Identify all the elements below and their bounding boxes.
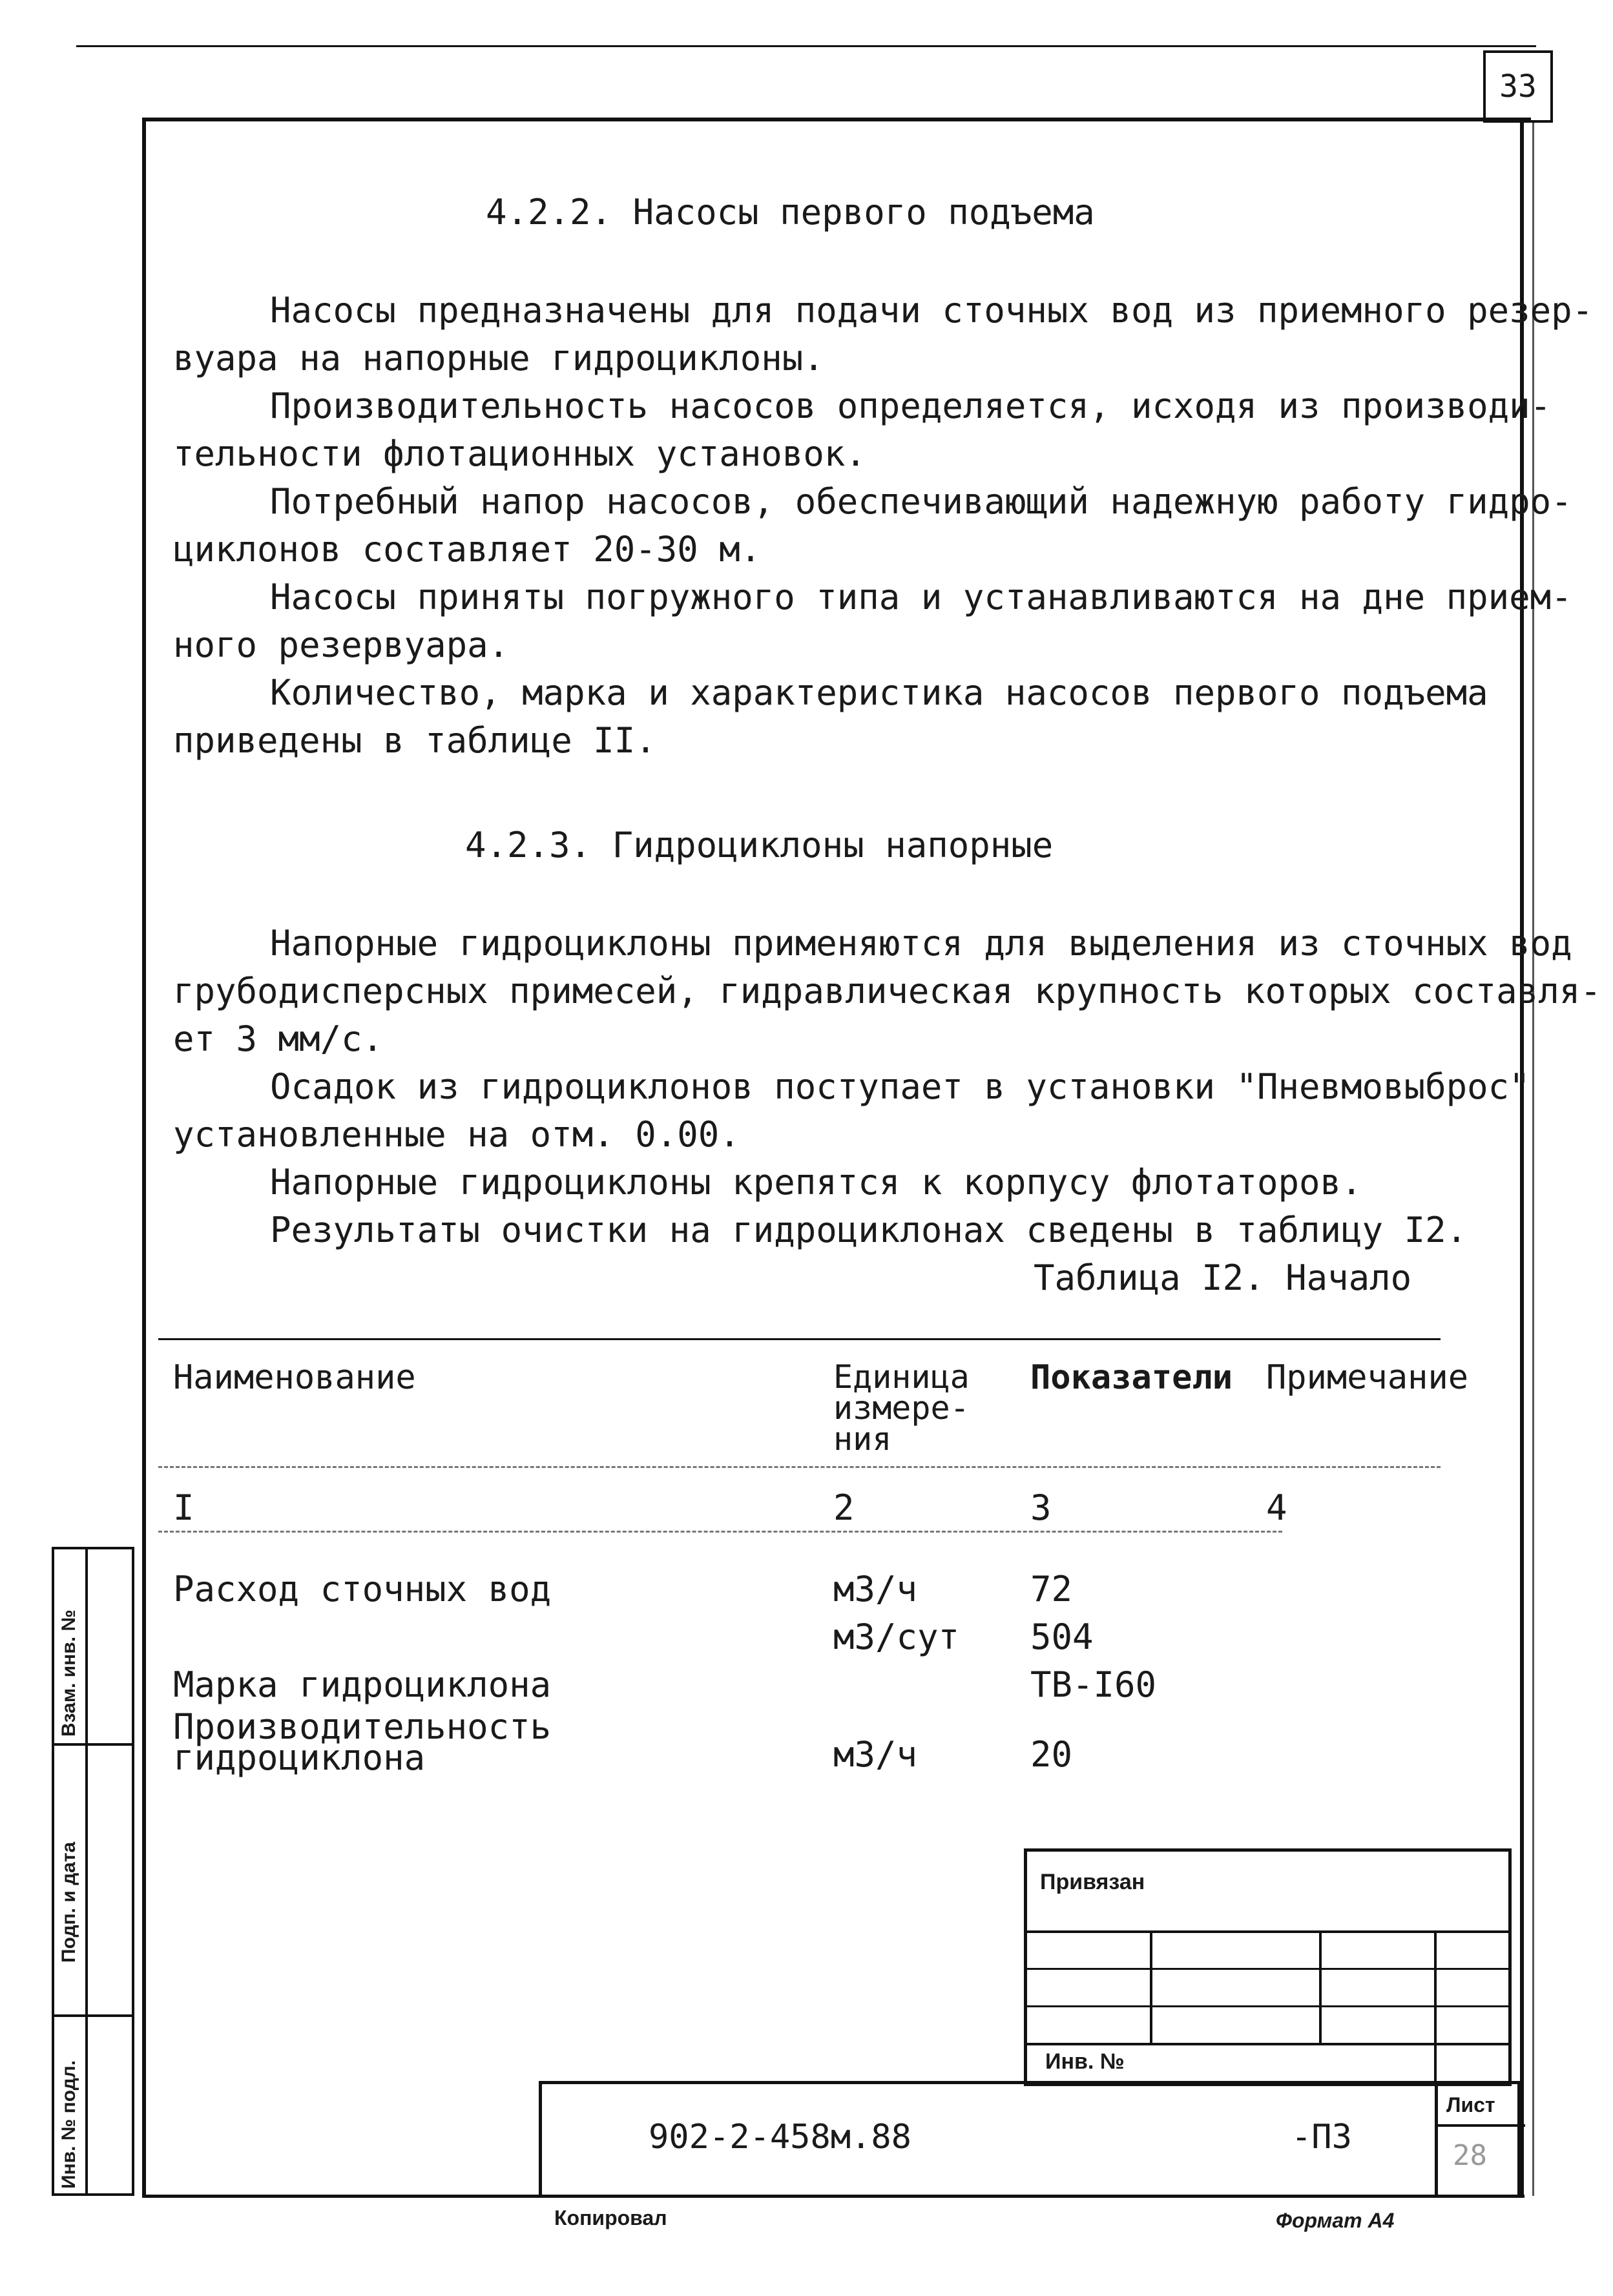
sheet-label: Лист: [1446, 2093, 1495, 2116]
section-heading-422: 4.2.2. Насосы первого подъема: [486, 192, 1095, 233]
table-cell-value: ТВ-I60: [1030, 1664, 1157, 1705]
privyazan-label: Привязан: [1040, 1870, 1145, 1894]
title-rule: [1435, 2084, 1438, 2197]
paragraph-line: Потребный напор насосов, обеспечивающий надежную работу гидро-: [270, 481, 1572, 522]
column-number: 4: [1266, 1487, 1287, 1528]
stamp-rule: [1434, 1930, 1437, 2085]
side-rule: [54, 1743, 134, 1746]
paragraph-line: Напорные гидроциклоны крепятся к корпусу флотаторов.: [270, 1162, 1362, 1203]
frame-top: [142, 118, 1531, 121]
frame-right-shadow: [1532, 123, 1534, 2196]
stamp-rule: [1319, 1930, 1322, 2044]
copied-label: Копировал: [554, 2206, 667, 2229]
paragraph-line: грубодисперсных примесей, гидравлическая крупность которых составля-: [173, 971, 1601, 1011]
top-rule: [76, 45, 1536, 47]
table-cell-unit: м3/ч: [833, 1734, 918, 1775]
paragraph-line: Осадок из гидроциклонов поступает в установки "Пневмовыброс": [270, 1066, 1530, 1107]
side-rule: [54, 2014, 134, 2017]
paragraph-line: ного резервуара.: [173, 625, 510, 665]
table-cell-name: Производительность гидроциклона: [173, 1706, 552, 1778]
table-cell-unit: м3/сут: [833, 1617, 960, 1657]
table-header-note: Примечание: [1266, 1358, 1469, 1397]
side-rule: [85, 1549, 88, 2195]
table-top-rule: [158, 1338, 1441, 1340]
frame-left: [142, 118, 146, 2197]
paragraph-line: ет 3 мм/с.: [173, 1019, 384, 1059]
binding-stamp: [1024, 1848, 1512, 2086]
table-header-rule: [158, 1466, 1441, 1468]
podp-label: Подп. и дата: [58, 1841, 79, 1963]
table-header-unit: Единица измере- ния: [833, 1358, 970, 1458]
page-number-box: [1483, 50, 1553, 123]
stamp-rule: [1150, 1930, 1152, 2044]
table-caption: Таблица I2. Начало: [1034, 1257, 1412, 1298]
paragraph-line: Количество, марка и характеристика насосов первого подъема: [270, 672, 1488, 713]
paragraph-line: приведены в таблице II.: [173, 720, 656, 761]
paragraph-line: Результаты очистки на гидроциклонах сведены в таблицу I2.: [270, 1210, 1468, 1250]
column-number: 2: [833, 1487, 855, 1528]
format-label: Формат А4: [1276, 2209, 1395, 2232]
paragraph-line: Насосы приняты погружного типа и устанавливаются на дне прием-: [270, 577, 1572, 617]
table-cell-name: Марка гидроциклона: [173, 1664, 552, 1705]
table-cell-name: Расход сточных вод: [173, 1569, 552, 1609]
title-block: [539, 2081, 1521, 2197]
column-number: I: [173, 1487, 194, 1528]
sheet-number: 28: [1453, 2139, 1487, 2172]
side-stamp: [52, 1547, 134, 2196]
doc-suffix: -ПЗ: [1291, 2118, 1352, 2156]
inv-label: Инв. № подл.: [58, 2060, 79, 2189]
paragraph-line: Напорные гидроциклоны применяются для выделения из сточных вод: [270, 923, 1572, 964]
table-cell-value: 504: [1030, 1617, 1094, 1657]
title-rule: [1435, 2124, 1525, 2127]
paragraph-line: вуара на напорные гидроциклоны.: [173, 338, 824, 378]
column-number: 3: [1030, 1487, 1052, 1528]
paragraph-line: тельности флотационных установок.: [173, 433, 866, 474]
section-heading-423: 4.2.3. Гидроциклоны напорные: [465, 825, 1054, 865]
paragraph-line: Насосы предназначены для подачи сточных вод из приемного резер-: [270, 290, 1594, 331]
table-header-name: Наименование: [173, 1358, 416, 1397]
paragraph-line: циклонов составляет 20-30 м.: [173, 529, 762, 570]
table-number-rule: [158, 1531, 1282, 1533]
vzam-label: Взам. инв. №: [58, 1609, 79, 1737]
inv-no-label: Инв. №: [1045, 2049, 1125, 2074]
table-cell-unit: м3/ч: [833, 1569, 918, 1609]
page-number: 33: [1499, 68, 1537, 105]
table-header-value: Показатели: [1030, 1358, 1233, 1397]
paragraph-line: Производительность насосов определяется, исходя из производи-: [270, 386, 1552, 426]
table-cell-value: 20: [1030, 1734, 1073, 1775]
paragraph-line: установленные на отм. 0.00.: [173, 1114, 740, 1155]
table-cell-value: 72: [1030, 1569, 1073, 1609]
doc-code: 902-2-458м.88: [649, 2118, 911, 2156]
